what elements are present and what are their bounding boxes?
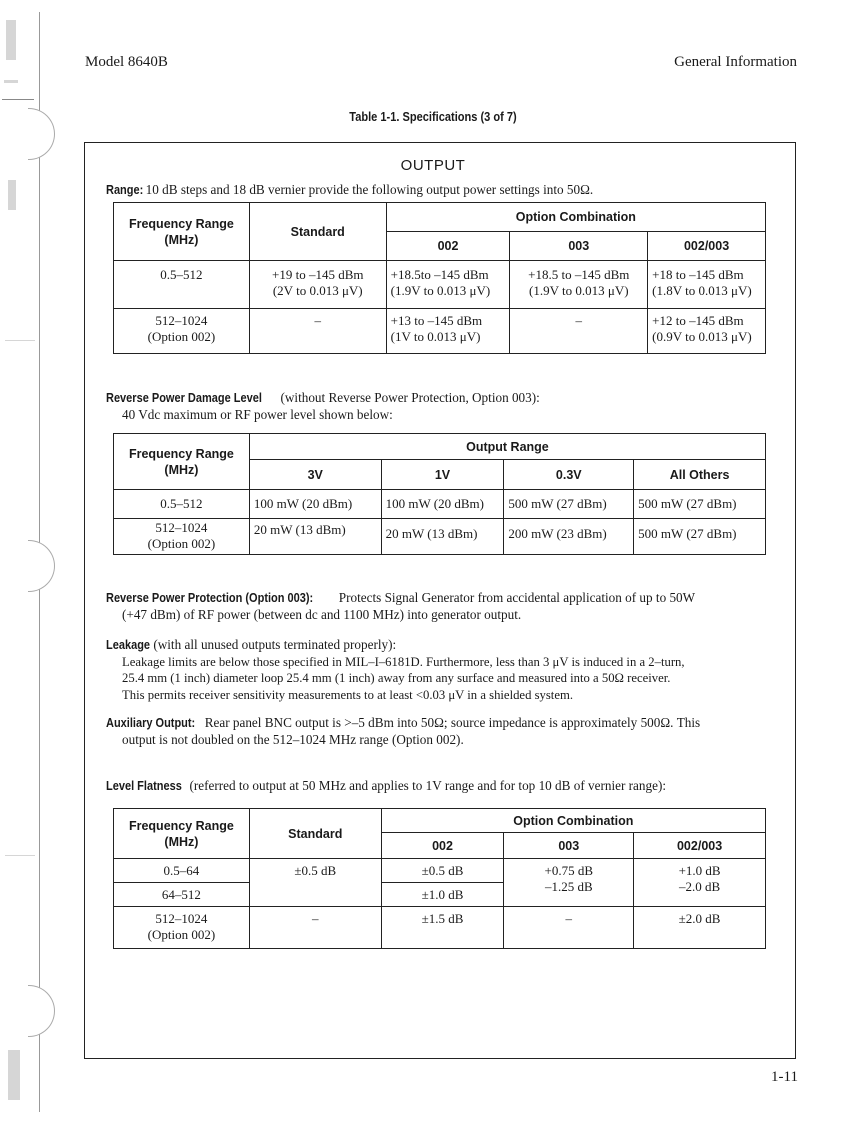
reverse-damage-paragraph [106, 390, 540, 423]
auxiliary-label: Auxiliary Output: [106, 716, 196, 730]
table-title: Table 1-1. Specifications (3 of 7) [349, 109, 517, 124]
value-cell: +18 to –145 dBm [652, 267, 744, 282]
damage-col-output-range: Output Range [249, 434, 765, 460]
value-cell: +18.5to –145 dBm [390, 267, 489, 282]
damage-col-all-others: All Others [634, 460, 766, 490]
damage-col-1v: 1V [381, 460, 504, 490]
value-cell: ±2.0 dB [678, 911, 721, 926]
reverse-damage-text: (without Reverse Power Protection, Option 003): [280, 390, 540, 405]
value-cell: (1.8V to 0.013 μV) [652, 283, 752, 298]
range-col-standard: Standard [249, 203, 386, 261]
model-header: Model 8640B [85, 54, 168, 70]
reverse-protection-label: Reverse Power Protection (Option 003): [106, 591, 314, 605]
table-row [114, 309, 766, 354]
leakage-line2: 25.4 mm (1 inch) diameter loop 25.4 mm (1 inch) away from any surface and measured into a 50Ω receiver. [122, 671, 671, 685]
freq-note: (Option 002) [147, 927, 216, 942]
flatness-col-003: 003 [504, 833, 634, 859]
section-header: General Information [674, 54, 797, 70]
value-cell: (1.9V to 0.013 μV) [390, 283, 491, 298]
freq-cell: 512–1024 [155, 313, 208, 328]
page-number: 1-11 [771, 1069, 798, 1085]
value-cell: –1.25 dB [544, 879, 593, 894]
leakage-text: (with all unused outputs terminated properly): [153, 637, 397, 652]
reverse-damage-label: Reverse Power Damage Level [106, 391, 262, 405]
value-cell: +18.5 to –145 dBm [528, 267, 630, 282]
value-cell: ±1.0 dB [421, 887, 464, 902]
flatness-paragraph [106, 778, 666, 795]
output-section-title: OUTPUT [400, 157, 466, 174]
table-row [114, 907, 766, 949]
freq-note: (Option 002) [147, 536, 216, 551]
flatness-col-002: 002 [381, 833, 504, 859]
value-cell: ±0.5 dB [421, 863, 464, 878]
range-col-frequency: Frequency Range (MHz) [114, 203, 250, 261]
value-cell: 20 mW (13 dBm) [253, 522, 346, 537]
value-cell: 200 mW (23 dBm) [508, 526, 607, 541]
damage-col-3v: 3V [249, 460, 381, 490]
flatness-col-option-combination: Option Combination [381, 809, 765, 833]
reverse-damage-table [113, 433, 766, 555]
value-cell: ±0.5 dB [294, 863, 337, 878]
range-label: Range: [106, 183, 144, 197]
leakage-label: Leakage [106, 638, 151, 652]
value-cell: – [314, 313, 321, 328]
freq-cell: 64–512 [161, 887, 201, 902]
value-cell: +13 to –145 dBm [390, 313, 483, 328]
value-cell: (1V to 0.013 μV) [390, 329, 481, 344]
value-cell: – [575, 313, 583, 328]
flatness-col-frequency: Frequency Range (MHz) [114, 809, 250, 859]
value-cell: – [312, 911, 319, 926]
auxiliary-paragraph [106, 715, 700, 748]
value-cell: (2V to 0.013 μV) [272, 283, 363, 298]
freq-cell: 0.5–64 [163, 863, 200, 878]
value-cell: 500 mW (27 dBm) [638, 496, 737, 511]
value-cell: 100 mW (20 dBm) [385, 496, 484, 511]
leakage-line3: This permits receiver sensitivity measurements to at least <0.03 μV in a shielded system. [122, 687, 573, 702]
reverse-protection-text2: (+47 dBm) of RF power (between dc and 1100 MHz) into generator output. [122, 606, 522, 622]
value-cell: 500 mW (27 dBm) [508, 496, 607, 511]
punch-hole [28, 108, 55, 160]
damage-col-frequency: Frequency Range (MHz) [114, 434, 250, 490]
range-col-002: 002 [386, 232, 510, 261]
value-cell: –2.0 dB [678, 879, 721, 894]
table-row [114, 261, 766, 309]
table-row [114, 490, 766, 519]
value-cell: +1.0 dB [678, 863, 721, 878]
table-row [114, 859, 766, 883]
leakage-line1: Leakage limits are below those specified in MIL–I–6181D. Furthermore, less than 3 μV is induced in a 2–turn, [122, 654, 685, 669]
damage-col-0-3v: 0.3V [504, 460, 634, 490]
flatness-col-002-003: 002/003 [634, 833, 766, 859]
punch-hole [28, 985, 55, 1037]
range-col-option-combination: Option Combination [386, 203, 765, 232]
value-cell: +12 to –145 dBm [652, 313, 744, 328]
flatness-table [113, 808, 766, 949]
leakage-paragraph [106, 637, 685, 703]
value-cell: (1.9V to 0.013 μV) [529, 283, 629, 298]
freq-cell: 0.5–512 [160, 267, 203, 282]
punch-hole [28, 540, 55, 592]
auxiliary-text: Rear panel BNC output is >–5 dBm into 50Ω; source impedance is approximately 500Ω. This [204, 715, 701, 730]
value-cell: ±1.5 dB [421, 911, 464, 926]
freq-cell: 512–1024 [155, 520, 208, 535]
reverse-protection-text: Protects Signal Generator from accidental application of up to 50W [338, 590, 696, 605]
flatness-col-standard: Standard [249, 809, 381, 859]
range-col-003: 003 [510, 232, 648, 261]
table-row [114, 519, 766, 555]
freq-cell: 512–1024 [155, 911, 208, 926]
auxiliary-text2: output is not doubled on the 512–1024 MHz range (Option 002). [122, 731, 464, 747]
flatness-text: (referred to output at 50 MHz and applies to 1V range and for top 10 dB of vernier range): [189, 778, 667, 793]
value-cell: +19 to –145 dBm [272, 267, 364, 282]
value-cell: 20 mW (13 dBm) [385, 526, 478, 541]
value-cell: 500 mW (27 dBm) [638, 526, 737, 541]
freq-cell: 0.5–512 [160, 496, 203, 511]
flatness-label: Level Flatness [106, 779, 182, 793]
value-cell: – [565, 911, 573, 926]
range-text: 10 dB steps and 18 dB vernier provide the following output power settings into 50Ω. [145, 182, 594, 197]
reverse-protection-paragraph [106, 590, 695, 623]
value-cell: +0.75 dB [544, 863, 594, 878]
value-cell: (0.9V to 0.013 μV) [652, 329, 752, 344]
freq-note: (Option 002) [147, 329, 216, 344]
reverse-damage-text2: 40 Vdc maximum or RF power level shown below: [122, 406, 393, 422]
range-paragraph [106, 182, 593, 199]
range-table [113, 202, 766, 354]
value-cell: 100 mW (20 dBm) [253, 496, 353, 511]
range-col-002-003: 002/003 [648, 232, 766, 261]
